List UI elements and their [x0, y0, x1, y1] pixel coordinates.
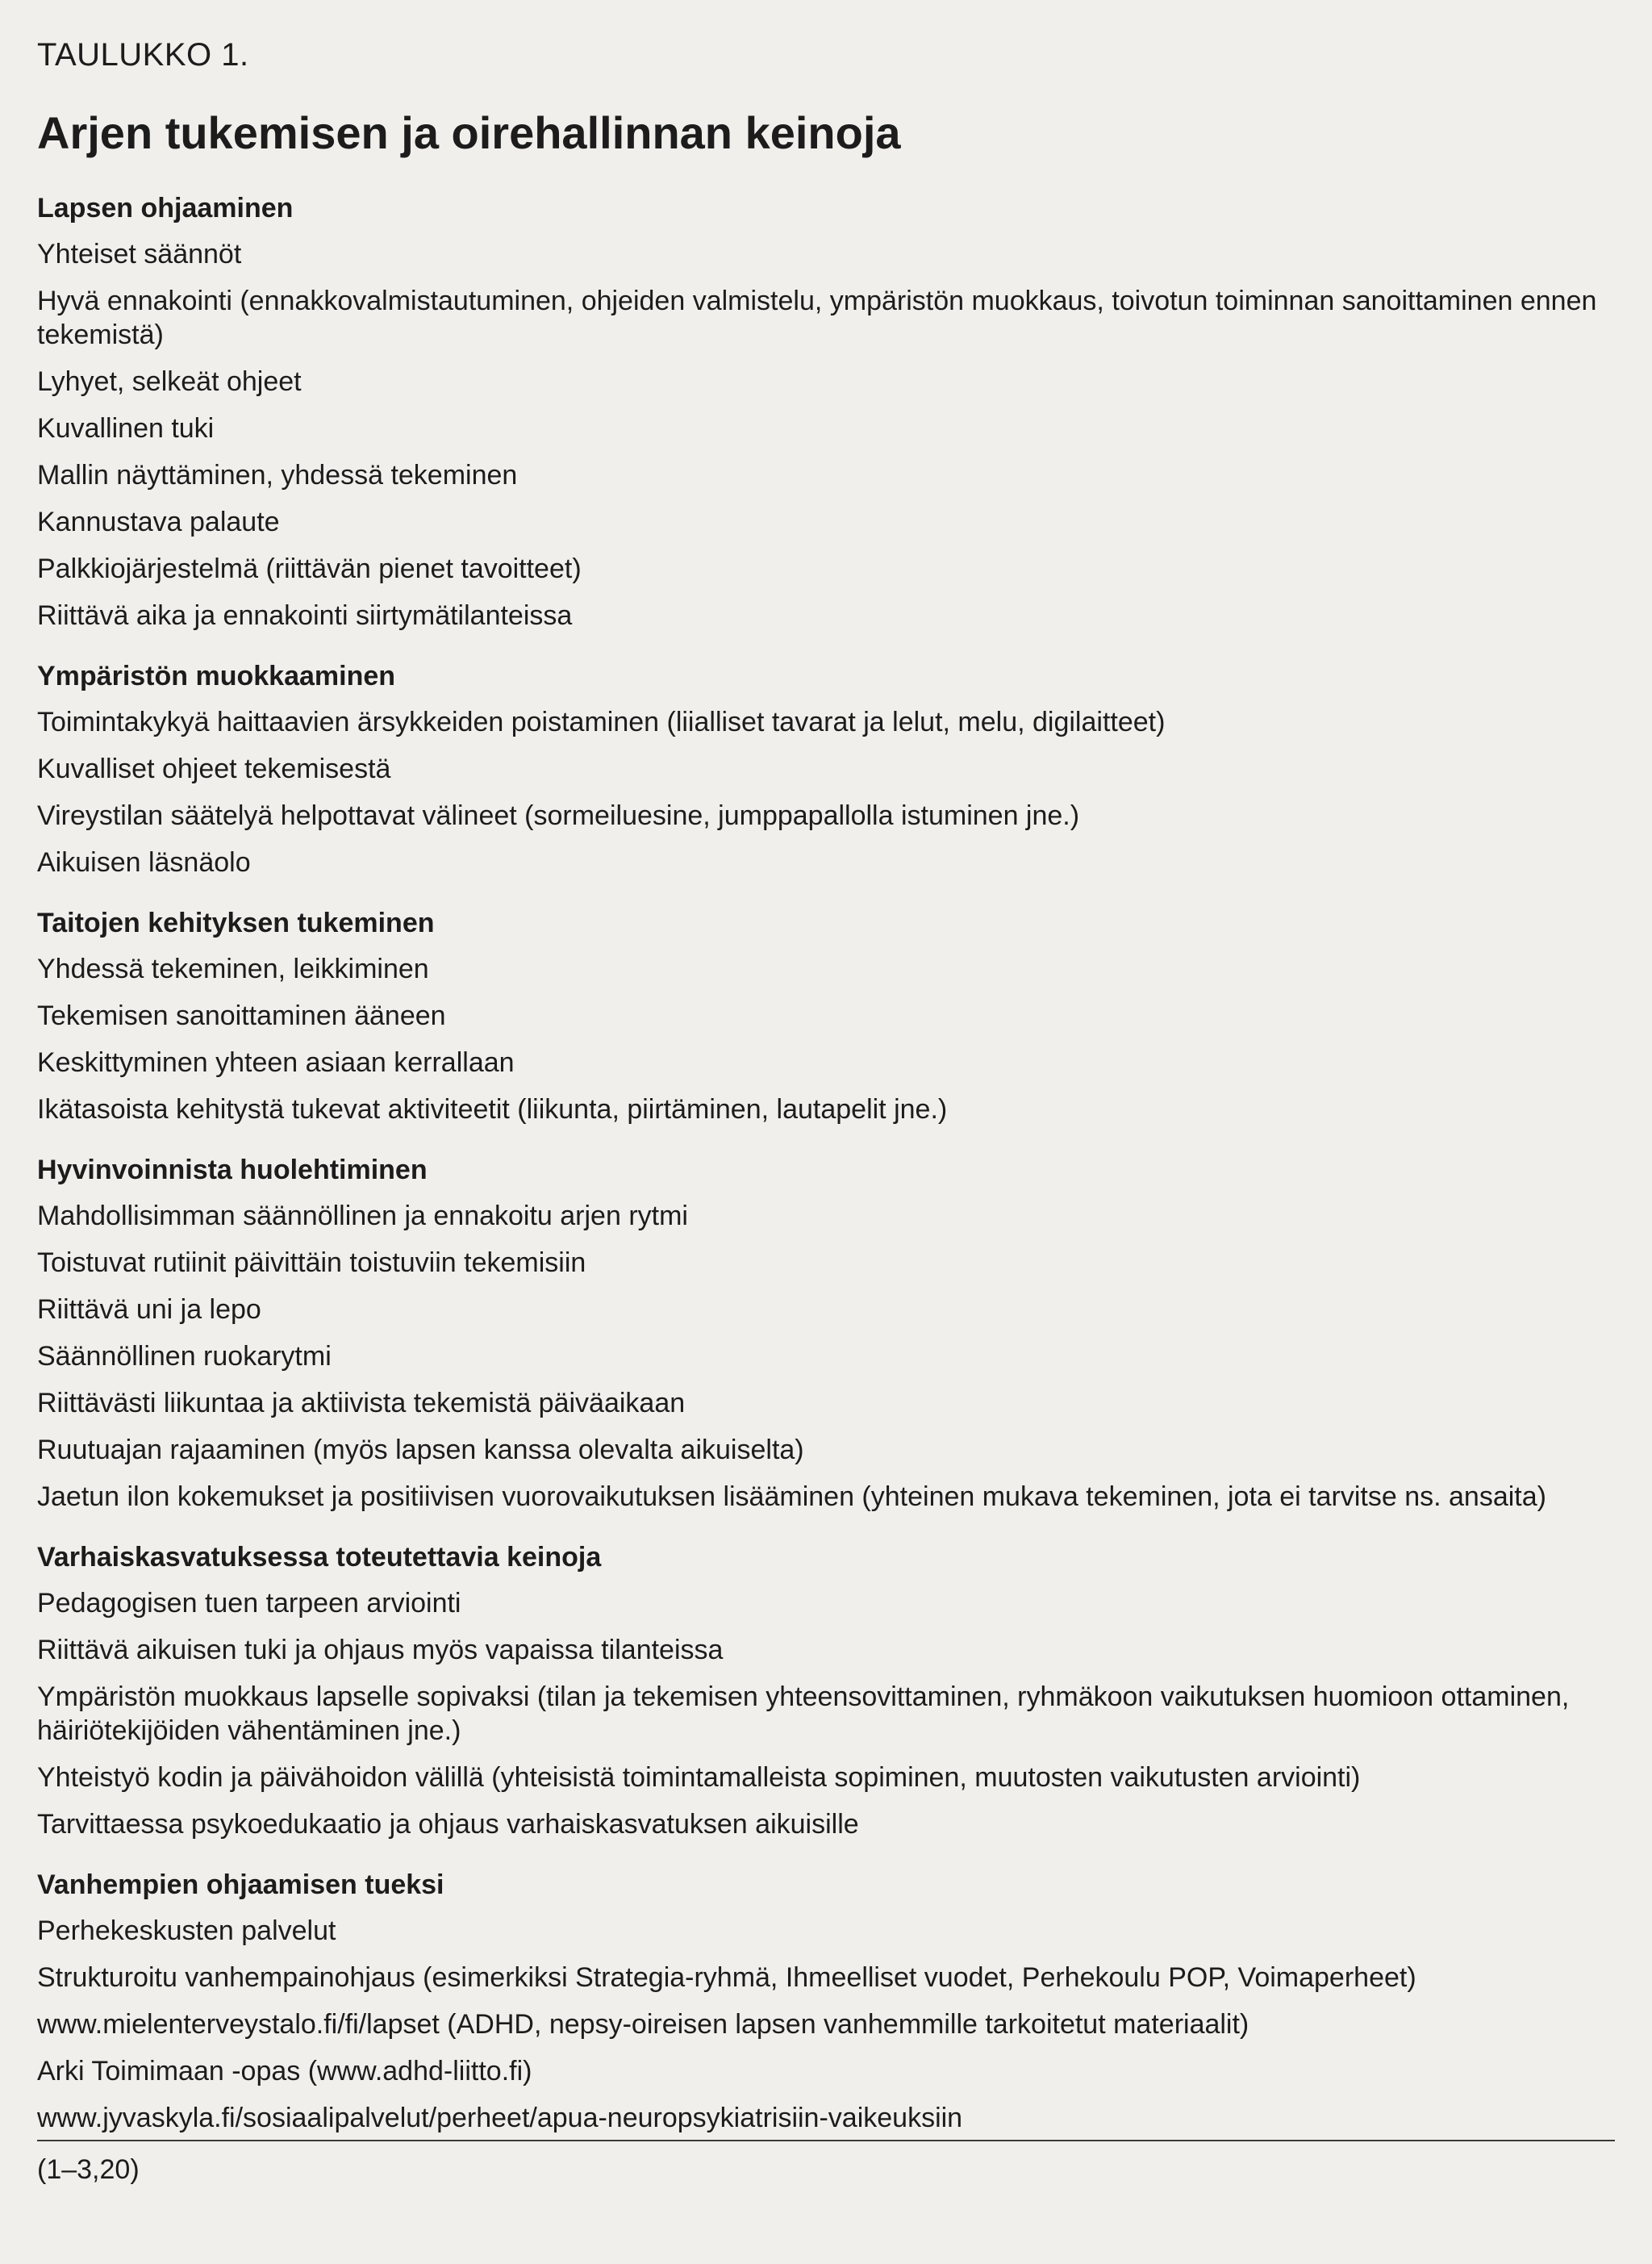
list-item: Palkkiojärjestelmä (riittävän pienet tavoitteet): [37, 553, 582, 584]
list-item: Kuvallinen tuki: [37, 413, 215, 444]
section-heading: Vanhempien ohjaamisen tueksi: [37, 1869, 444, 1900]
bottom-rule: [37, 2140, 1615, 2141]
section-heading: Lapsen ohjaaminen: [37, 193, 294, 223]
table-label: TAULUKKO 1.: [37, 37, 249, 73]
list-item: Vireystilan säätelyä helpottavat välineet (sormeiluesine, jumppapallolla istuminen jne.): [37, 800, 1080, 831]
references-footnote: (1–3,20): [37, 2154, 140, 2185]
section-varhaiskasvatus: [37, 1539, 1615, 1841]
list-item: Lyhyet, selkeät ohjeet: [37, 366, 302, 397]
table-title: Arjen tukemisen ja oirehallinnan keinoja: [37, 107, 901, 158]
section-taitojen-kehityksen-tukeminen: [37, 905, 1615, 1126]
document: [37, 0, 1615, 2187]
table-body: [37, 190, 1615, 2135]
list-item: Keskittyminen yhteen asiaan kerrallaan: [37, 1047, 515, 1078]
list-item: Riittävä uni ja lepo: [37, 1294, 261, 1325]
list-item: Toimintakykyä haittaavien ärsykkeiden poistaminen (liialliset tavarat ja lelut, melu, digilaitteet): [37, 707, 1166, 737]
list-item: Yhteiset säännöt: [37, 239, 242, 269]
list-item: Riittävä aika ja ennakointi siirtymätilanteissa: [37, 600, 573, 631]
section-lapsen-ohjaaminen: [37, 190, 1615, 633]
list-item: Yhteistyö kodin ja päivähoidon välillä (yhteisistä toimintamalleista sopiminen, muutosten vaikutusten arviointi): [37, 1762, 1361, 1793]
list-item: Mahdollisimman säännöllinen ja ennakoitu arjen rytmi: [37, 1201, 688, 1231]
list-item: Ruutuajan rajaaminen (myös lapsen kanssa olevalta aikuiselta): [37, 1435, 804, 1465]
section-ympariston-muokkaaminen: [37, 658, 1615, 879]
list-item: Tarvittaessa psykoedukaatio ja ohjaus varhaiskasvatuksen aikuisille: [37, 1809, 859, 1840]
section-hyvinvoinnista-huolehtiminen: [37, 1152, 1615, 1514]
list-item: Ikätasoista kehitystä tukevat aktiviteetit (liikunta, piirtäminen, lautapelit jne.): [37, 1094, 948, 1125]
list-item: Pedagogisen tuen tarpeen arviointi: [37, 1588, 461, 1619]
list-item: Riittävä aikuisen tuki ja ohjaus myös vapaissa tilanteissa: [37, 1635, 724, 1665]
list-item: Toistuvat rutiinit päivittäin toistuviin tekemisiin: [37, 1247, 586, 1278]
list-item: Kannustava palaute: [37, 507, 280, 537]
section-heading: Hyvinvoinnista huolehtiminen: [37, 1155, 428, 1185]
list-item: Jaetun ilon kokemukset ja positiivisen vuorovaikutuksen lisääminen (yhteinen mukava tekeminen, jota ei tarvitse ns. ansaita): [37, 1481, 1546, 1512]
section-heading: Ympäristön muokkaaminen: [37, 661, 396, 691]
list-item: Arki Toimimaan -opas (www.adhd-liitto.fi): [37, 2056, 532, 2086]
list-item: Tekemisen sanoittaminen ääneen: [37, 1000, 446, 1031]
section-heading: Varhaiskasvatuksessa toteutettavia keinoja: [37, 1542, 602, 1573]
list-item: Riittävästi liikuntaa ja aktiivista tekemistä päiväaikaan: [37, 1388, 686, 1418]
list-item: Aikuisen läsnäolo: [37, 847, 251, 878]
list-item: Hyvä ennakointi (ennakkovalmistautuminen, ohjeiden valmistelu, ympäristön muokkaus, toivotun toiminnan sanoittaminen ennen tekemistä): [37, 286, 1597, 350]
list-item: Perhekeskusten palvelut: [37, 1915, 336, 1946]
section-vanhempien-ohjaaminen: [37, 1867, 1615, 2135]
list-item: Ympäristön muokkaus lapselle sopivaksi (tilan ja tekemisen yhteensovittaminen, ryhmäkoon vaikutuksen huomioon ottaminen, häiriötekijöiden vähentäminen jne.): [37, 1681, 1570, 1746]
list-item: Kuvalliset ohjeet tekemisestä: [37, 754, 391, 784]
list-item: www.jyvaskyla.fi/sosiaalipalvelut/perheet/apua-neuropsykiatrisiin-vaikeuksiin: [37, 2103, 963, 2133]
list-item: Yhdessä tekeminen, leikkiminen: [37, 954, 429, 984]
list-item: Strukturoitu vanhempainohjaus (esimerkiksi Strategia-ryhmä, Ihmeelliset vuodet, Perhekoulu POP, Voimaperheet): [37, 1962, 1416, 1993]
list-item: Säännöllinen ruokarytmi: [37, 1341, 332, 1372]
list-item: www.mielenterveystalo.fi/fi/lapset (ADHD, nepsy-oireisen lapsen vanhemmille tarkoitetut materiaalit): [37, 2009, 1249, 2040]
section-heading: Taitojen kehityksen tukeminen: [37, 908, 435, 938]
list-item: Mallin näyttäminen, yhdessä tekeminen: [37, 460, 518, 491]
